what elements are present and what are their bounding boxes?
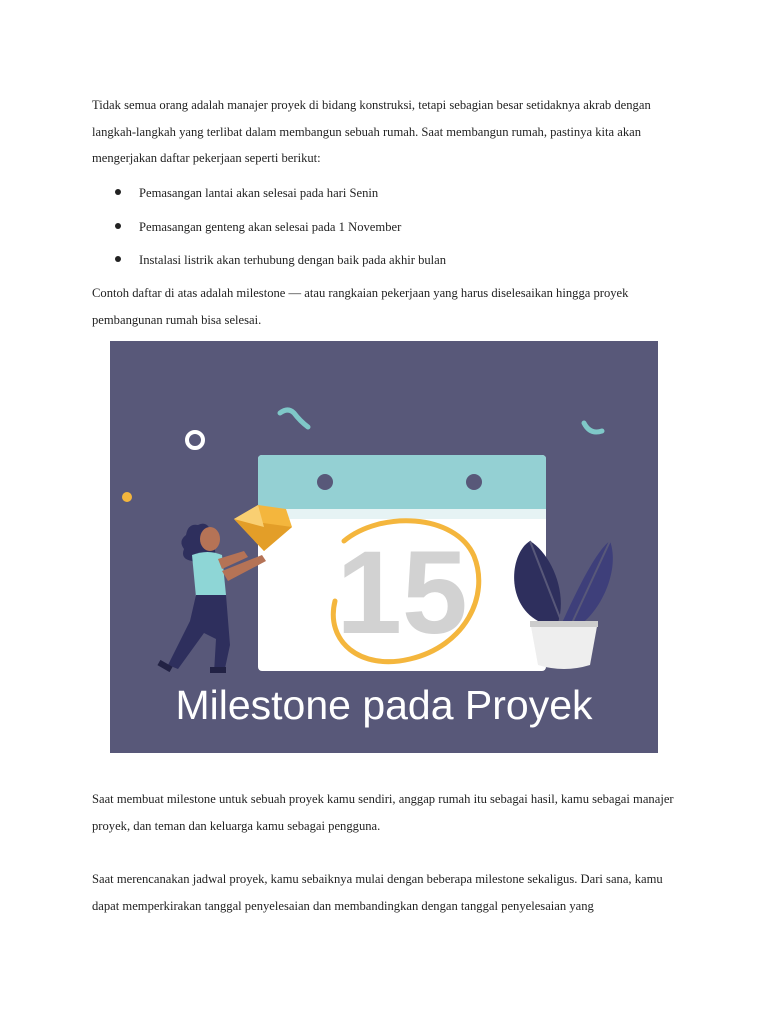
list-item xyxy=(115,247,446,281)
calendar-icon xyxy=(258,455,546,671)
list-item-text: Pemasangan lantai akan selesai pada hari Senin xyxy=(139,186,379,200)
planning-paragraph: Saat membuat milestone untuk sebuah proyek kamu sendiri, anggap rumah itu sebagai hasil, kamu sebagai manajer proyek, dan teman dan keluarga kamu sebagai pengguna. xyxy=(92,792,674,833)
dot-icon xyxy=(122,492,132,502)
milestone-illustration xyxy=(110,341,658,753)
milestone-list xyxy=(115,180,446,281)
schedule-paragraph: Saat merencanakan jadwal proyek, kamu sebaiknya mulai dengan beberapa milestone sekaligus. Dari sana, kamu dapat memperkirakan tanggal penyelesaian dan membandingkan dengan tanggal penyelesaian yang xyxy=(92,872,663,913)
list-item xyxy=(115,180,446,214)
list-item-text: Pemasangan genteng akan selesai pada 1 November xyxy=(139,219,402,234)
bullet-icon xyxy=(115,189,121,195)
calendar-day-number: 15 xyxy=(336,527,468,659)
bullet-icon xyxy=(115,223,121,229)
intro-paragraph: Tidak semua orang adalah manajer proyek di bidang konstruksi, tetapi sebagian besar setidaknya akrab dengan langkah-langkah yang terlibat dalam membangun sebuah rumah. Saat membangun rumah, pastinya kita akan mengerjakan daftar pekerjaan seperti berikut: xyxy=(92,98,651,165)
milestone-definition-paragraph: Contoh daftar di atas adalah milestone — atau rangkaian pekerjaan yang harus diselesaikan hingga proyek pembangunan rumah bisa selesai. xyxy=(92,286,629,327)
list-item xyxy=(115,214,446,248)
list-item-text: Instalasi listrik akan terhubung dengan baik pada akhir bulan xyxy=(139,253,447,267)
bullet-icon xyxy=(115,256,121,262)
illustration-caption: Milestone pada Proyek xyxy=(175,682,593,728)
